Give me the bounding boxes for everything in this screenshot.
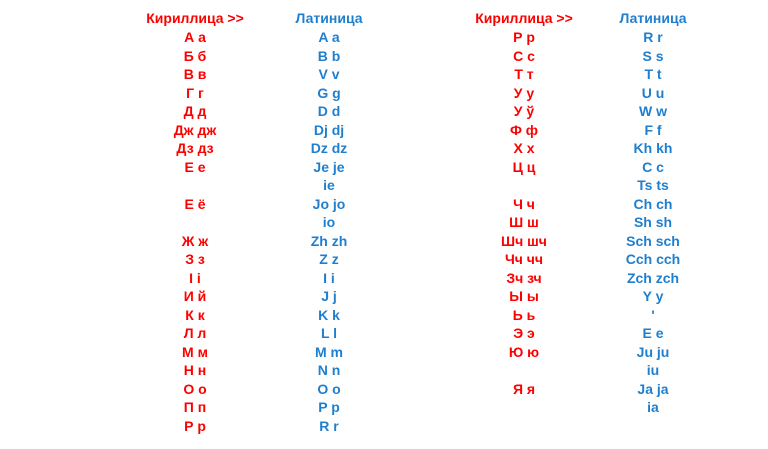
left-cyrillic-cell xyxy=(130,176,260,195)
right-cyrillic-cell: Ь ь xyxy=(512,306,536,323)
left-latin-cell: R r xyxy=(319,417,339,434)
left-latin-cell: ie xyxy=(323,177,335,193)
left-latin-cell: G g xyxy=(317,84,341,101)
left-cyrillic-cell: К к xyxy=(185,306,205,323)
right-latin-cell: Ju ju xyxy=(636,343,670,360)
right-cyrillic-cell: Э э xyxy=(513,325,535,341)
right-cyrillic-cell: Ц ц xyxy=(512,158,536,175)
left-latin-cell: M m xyxy=(315,343,343,360)
left-latin-cell: N n xyxy=(317,362,341,378)
left-latin-cell: V v xyxy=(318,66,340,82)
left-latin-cell: L l xyxy=(320,325,338,341)
right-latin-cell: Kh kh xyxy=(633,140,673,156)
left-cyrillic-cell: З з xyxy=(185,251,205,267)
right-latin-cell: U u xyxy=(641,84,665,101)
right-cyrillic-cell xyxy=(459,398,589,417)
right-latin-cell: S s xyxy=(642,47,664,64)
left-latin-cell: Z z xyxy=(319,251,339,267)
right-latin-cell: iu xyxy=(646,362,660,378)
left-latin-cell: K k xyxy=(318,306,340,323)
right-cyrillic-cell: Р р xyxy=(513,29,535,45)
right-latin-cell: ' xyxy=(651,306,655,323)
right-cyrillic-cell: С с xyxy=(513,47,535,64)
left-latin-cell: J j xyxy=(321,288,337,304)
left-cyrillic-cell: Б б xyxy=(183,47,207,64)
right-latin-cell: Sch sch xyxy=(626,232,680,249)
left-latin-cell: Dz dz xyxy=(310,140,348,156)
left-cyrillic-cell xyxy=(130,213,260,232)
left-latin-cell: P p xyxy=(318,399,340,415)
right-cyrillic-cell: Ш ш xyxy=(509,214,539,230)
left-cyrillic-cell: О о xyxy=(183,380,207,397)
left-cyrillic-cell: А а xyxy=(184,29,206,45)
right-cyrillic-cell: Зч зч xyxy=(506,269,542,286)
left-cyrillic-cell: М м xyxy=(182,343,208,360)
right-latin-cell: Cch cch xyxy=(625,251,681,267)
left-latin-cell: Jo jo xyxy=(312,195,346,212)
left-latin-cell: B b xyxy=(317,47,341,64)
right-latin-cell: Y y xyxy=(642,288,664,304)
right-latin-column xyxy=(588,8,718,417)
left-latin-cell: I i xyxy=(323,269,335,286)
right-latin-cell: Ch ch xyxy=(633,195,673,212)
right-latin-cell: E e xyxy=(642,325,664,341)
right-cyrillic-cell: Я я xyxy=(512,380,536,397)
right-cyrillic-cell: Х х xyxy=(513,140,535,156)
right-latin-cell: C c xyxy=(642,158,664,175)
right-cyrillic-cell: Чч чч xyxy=(504,251,544,267)
left-cyrillic-column xyxy=(130,8,260,435)
left-cyrillic-cell: Р р xyxy=(184,417,206,434)
left-cyrillic-cell: Ж ж xyxy=(181,232,209,249)
right-cyrillic-header: Кириллица >> xyxy=(475,10,573,26)
left-cyrillic-cell: Н н xyxy=(183,362,207,378)
left-latin-cell: Zh zh xyxy=(310,232,348,249)
right-latin-cell: R r xyxy=(643,29,663,45)
left-cyrillic-cell: Е е xyxy=(184,158,206,175)
right-latin-cell: T t xyxy=(644,66,662,82)
left-cyrillic-cell: В в xyxy=(183,66,207,82)
left-cyrillic-cell: Е ё xyxy=(184,195,206,212)
left-cyrillic-cell: Л л xyxy=(183,325,207,341)
right-latin-cell: Ts ts xyxy=(637,177,669,193)
left-latin-cell: Je je xyxy=(313,158,345,175)
left-cyrillic-cell: Дж дж xyxy=(173,121,217,138)
right-cyrillic-cell: Ю ю xyxy=(508,343,540,360)
left-cyrillic-cell: Дз дз xyxy=(176,140,214,156)
right-cyrillic-cell: У ў xyxy=(513,103,535,119)
right-cyrillic-cell: Ф ф xyxy=(509,121,539,138)
left-cyrillic-cell: І і xyxy=(189,269,201,286)
left-cyrillic-cell: Д д xyxy=(183,103,207,119)
right-cyrillic-cell: Т т xyxy=(514,66,534,82)
right-latin-cell: ia xyxy=(647,399,659,415)
right-latin-cell: F f xyxy=(644,121,662,138)
left-latin-cell: O o xyxy=(317,380,341,397)
right-cyrillic-cell: Ч ч xyxy=(513,195,535,212)
right-cyrillic-cell: У у xyxy=(513,84,535,101)
left-latin-cell: A a xyxy=(318,29,340,45)
left-latin-cell: Dj dj xyxy=(313,121,345,138)
right-latin-cell: W w xyxy=(639,103,667,119)
right-cyrillic-cell: Шч шч xyxy=(501,232,547,249)
right-latin-cell: Zch zch xyxy=(626,269,680,286)
left-cyrillic-cell: П п xyxy=(183,399,207,415)
left-latin-header: Латиница xyxy=(295,10,363,26)
left-cyrillic-header: Кириллица >> xyxy=(146,10,244,26)
right-cyrillic-cell xyxy=(459,176,589,195)
left-latin-column xyxy=(264,8,394,435)
left-cyrillic-cell: Г г xyxy=(186,84,204,101)
left-latin-cell: io xyxy=(322,214,336,230)
right-latin-cell: Ja ja xyxy=(637,380,669,397)
left-latin-cell: D d xyxy=(317,103,341,119)
right-cyrillic-column xyxy=(459,8,589,417)
right-latin-cell: Sh sh xyxy=(633,214,673,230)
right-cyrillic-cell: Ы ы xyxy=(509,288,539,304)
left-cyrillic-cell: И й xyxy=(183,288,207,304)
right-latin-header: Латиница xyxy=(619,10,687,26)
right-cyrillic-cell xyxy=(459,361,589,380)
